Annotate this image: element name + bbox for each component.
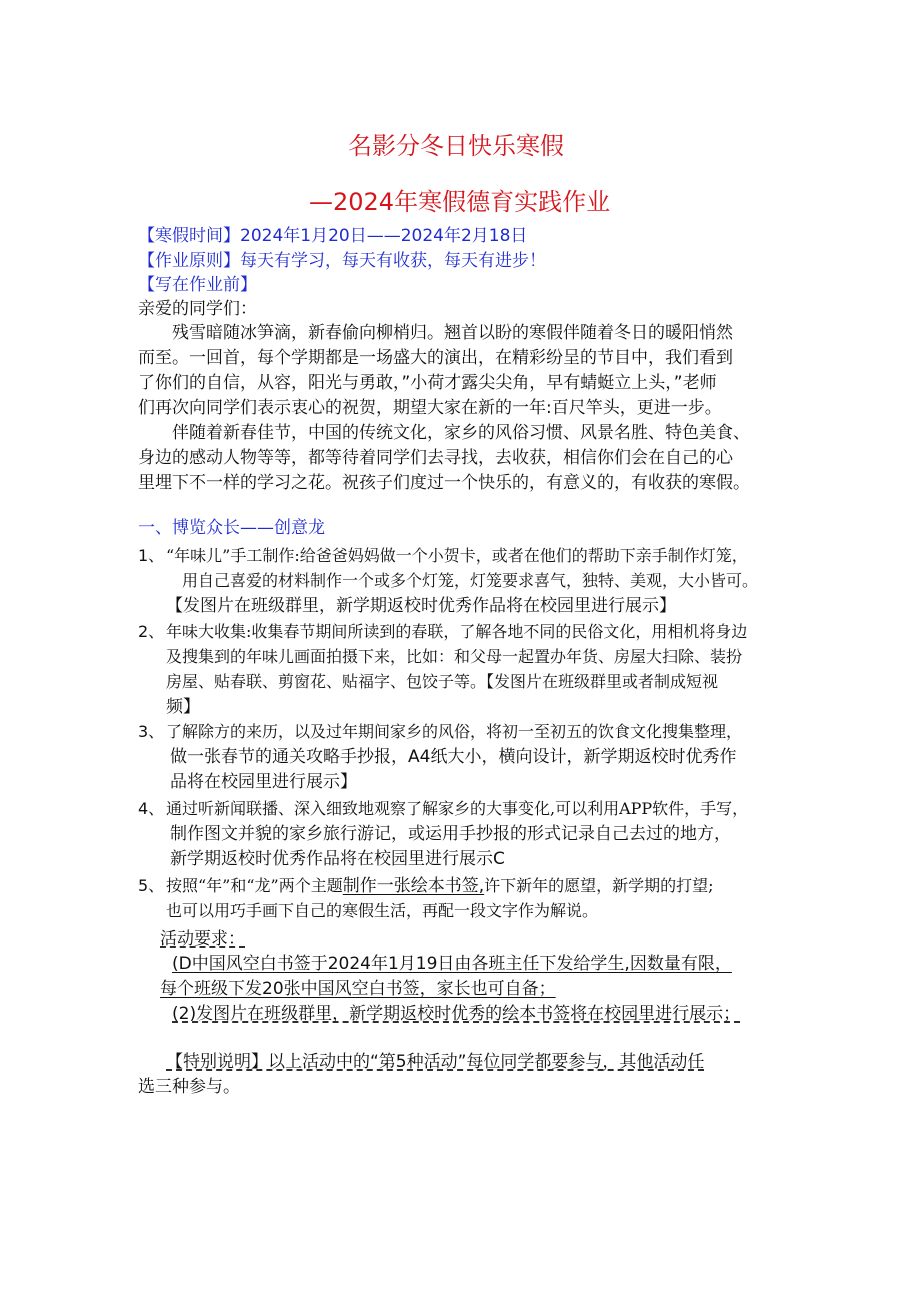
item-1-number: 1、 bbox=[138, 546, 165, 565]
item-3-line: 品将在校园里进行展示】 bbox=[170, 772, 357, 792]
letter-greeting: 亲爱的同学们： bbox=[138, 299, 257, 319]
item-3-line: 做一张春节的通关攻略手抄报，A4纸大小，横向设计，新学期返校时优秀作 bbox=[170, 747, 737, 767]
vacation-time-label: 【寒假时间】 bbox=[138, 226, 240, 246]
letter-p1-line: 了你们的自信，从容，阳光与勇敢，”小荷才露尖尖角，早有蜻蜓立上头，”老师 bbox=[138, 373, 717, 393]
letter-p2-line: 里埋下不一样的学习之花。祝孩子们度过一个快乐的，有意义的，有收获的寒假。 bbox=[138, 473, 750, 493]
requirement-1-line: (D中国风空白书签于2024年1月19日由各班主任下发给学生,因数量有限， bbox=[172, 954, 732, 974]
page-title: 名影分冬日快乐寒假 bbox=[348, 132, 564, 160]
item-4-line: 通过听新闻联播、深入细致地观察了解家乡的大事变化,可以利用APP软件，手写， bbox=[166, 799, 749, 818]
item-5-line: 也可以用巧手画下自己的寒假生活，再配一段文字作为解说。 bbox=[166, 901, 599, 920]
item-2-line: 频】 bbox=[166, 697, 200, 717]
requirements-label: 活动要求： bbox=[160, 929, 245, 949]
page-subtitle: —2024年寒假德育实践作业 bbox=[309, 188, 611, 216]
requirement-1-line: 每个班级下发20张中国风空白书签，家长也可自备； bbox=[160, 979, 556, 999]
item-3-number: 3、 bbox=[138, 722, 165, 741]
requirement-2-line: (2)发图片在班级群里，新学期返校时优秀的绘本书签将在校园里进行展示； bbox=[172, 1004, 741, 1024]
special-note-line: 【特别说明】以上活动中的“第5种活动”每位同学都要参与，其他活动任 bbox=[166, 1052, 705, 1072]
item-5-text: 按照“年”和“龙”两个主题 bbox=[166, 876, 343, 895]
item-4-line: 制作图文并貌的家乡旅行游记，或运用手抄报的形式记录自己去过的地方， bbox=[170, 824, 731, 844]
item-4-number: 4、 bbox=[138, 799, 165, 818]
special-note-line: 选三种参与。 bbox=[138, 1077, 240, 1097]
item-5-text: 许下新年的愿望，新学期的打望; bbox=[484, 876, 714, 895]
letter-p1-line: 而至。一回首，每个学期都是一场盛大的演出，在精彩纷呈的节目中，我们看到 bbox=[138, 348, 733, 368]
item-5-line bbox=[166, 876, 714, 896]
item-2-line: 房屋、贴春联、剪窗花、贴福字、包饺子等。【发图片在班级群里或者制成短视 bbox=[166, 672, 719, 691]
vacation-time-line bbox=[138, 226, 527, 246]
item-1-line: 【发图片在班级群里，新学期返校时优秀作品将在校园里进行展示】 bbox=[166, 596, 676, 616]
section-heading: 一、博览众长——创意龙 bbox=[138, 518, 325, 538]
principle-value: 每天有学习，每天有收获，每天有进步！ bbox=[240, 251, 546, 271]
principle-label: 【作业原则】 bbox=[138, 251, 240, 271]
item-5-emphasis: 制作一张绘本书签, bbox=[342, 876, 485, 896]
letter-p1-line: 残雪暗随冰笋滴，新春偷向柳梢归。翘首以盼的寒假伴随着冬日的暖阳悄然 bbox=[172, 323, 733, 343]
item-1-line: 用自己喜爱的材料制作一个或多个灯笼，灯笼要求喜气，独特、美观，大小皆可。 bbox=[182, 571, 759, 590]
item-2-number: 2、 bbox=[138, 622, 165, 641]
preface-label: 【写在作业前】 bbox=[138, 275, 257, 295]
item-2-line: 年味大收集:收集春节期间所读到的春联，了解各地不同的民俗文化，用相机将身边 bbox=[166, 622, 748, 641]
principle-line bbox=[138, 251, 546, 271]
letter-p1-line: 们再次向同学们表示衷心的祝贺，期望大家在新的一年:百尺竿头，更进一步。 bbox=[138, 398, 722, 418]
letter-p2-line: 伴随着新春佳节，中国的传统文化，家乡的风俗习惯、风景名胜、特色美食、 bbox=[172, 423, 750, 443]
item-4-line: 新学期返校时优秀作品将在校园里进行展示C bbox=[170, 849, 505, 869]
item-3-line: 了解除方的来历，以及过年期间家乡的风俗，将初一至初五的饮食文化搜集整理， bbox=[166, 722, 743, 741]
item-1-line: “年味儿”手工制作:给爸爸妈妈做一个小贺卡，或者在他们的帮助下亲手制作灯笼， bbox=[166, 546, 748, 565]
item-2-line: 及搜集到的年味儿画面拍摄下来，比如：和父母一起置办年货、房屋大扫除、装扮 bbox=[166, 647, 743, 666]
letter-p2-line: 身边的感动人物等等，都等待着同学们去寻找，去收获，相信你们会在自己的心 bbox=[138, 448, 733, 468]
item-5-number: 5、 bbox=[138, 876, 165, 895]
vacation-time-value: 2024年1月20日——2024年2月18日 bbox=[240, 226, 528, 246]
